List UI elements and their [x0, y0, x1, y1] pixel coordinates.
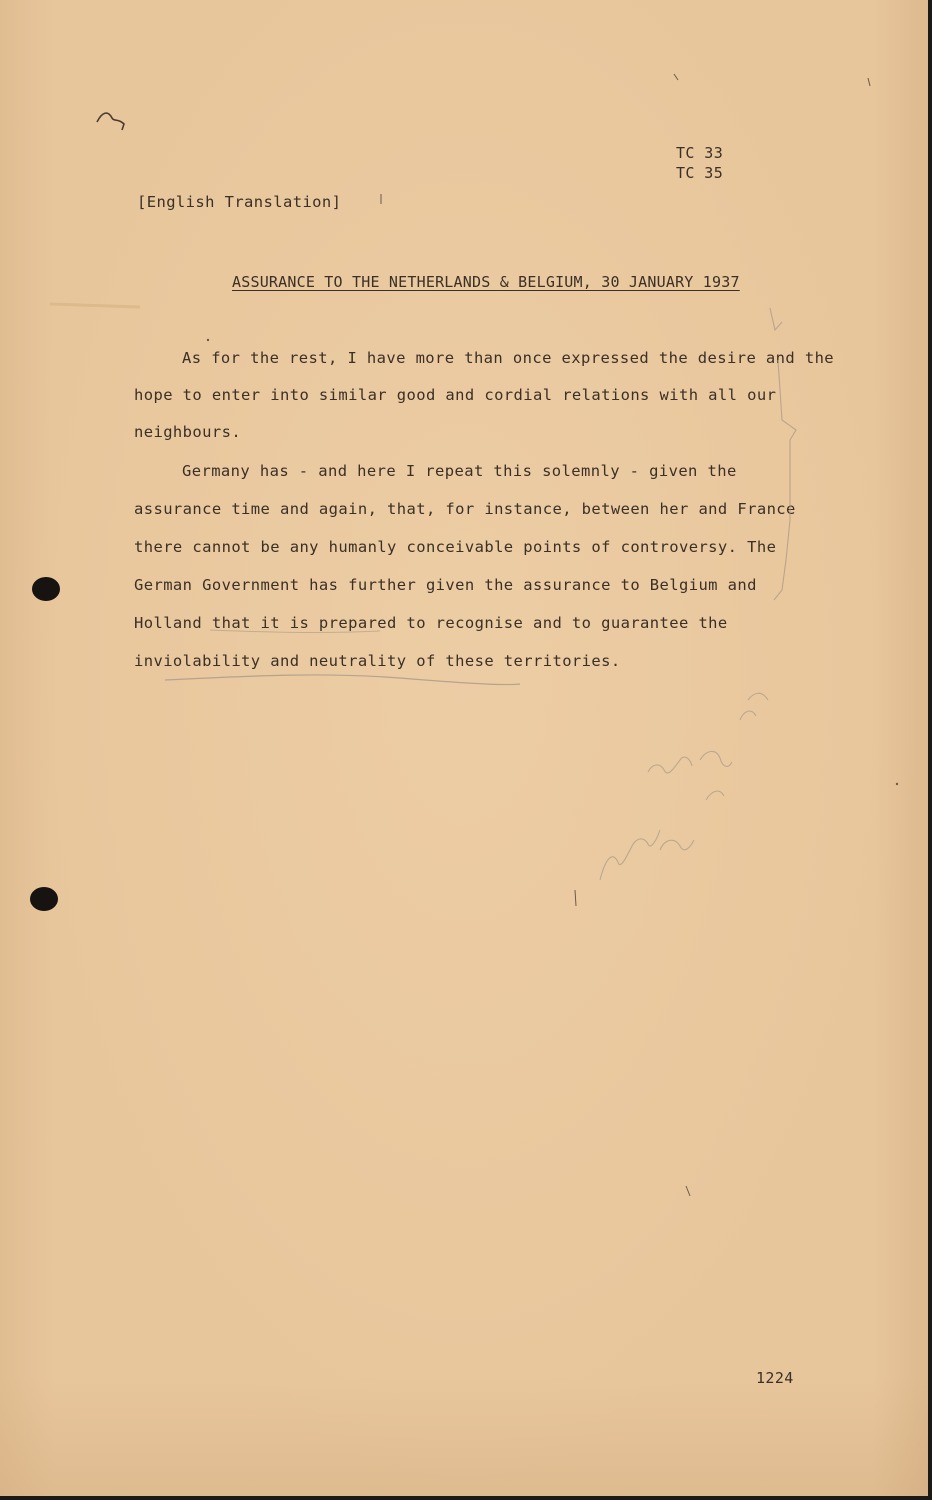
document-heading: ASSURANCE TO THE NETHERLANDS & BELGIUM, 30 JANUARY 1937 — [232, 273, 740, 291]
paragraph-line: hope to enter into similar good and cordial relations with all our — [134, 386, 777, 404]
speck — [575, 890, 576, 906]
punch-hole — [32, 577, 60, 601]
pencil-underline — [165, 675, 520, 685]
paragraph-line: As for the rest, I have more than once expressed the desire and the — [182, 349, 835, 367]
speck — [674, 74, 678, 80]
speck — [896, 783, 898, 785]
paragraph-line: Holland that it is prepared to recognise and to guarantee the — [134, 614, 728, 632]
speck — [207, 339, 209, 341]
page-number: 1224 — [756, 1369, 794, 1387]
pencil-scribble — [600, 693, 768, 880]
translation-label — [137, 193, 341, 211]
document-code: TC 33 — [676, 144, 724, 162]
speck — [686, 1186, 690, 1196]
speck — [868, 78, 870, 86]
paragraph-line: inviolability and neutrality of these territories. — [134, 652, 621, 670]
punch-hole — [30, 887, 58, 911]
paragraph-line: neighbours. — [134, 423, 242, 441]
paragraph-line: German Government has further given the assurance to Belgium and — [134, 576, 757, 594]
document-codes — [676, 143, 723, 183]
tick-mark-icon — [97, 113, 124, 130]
bracket-close: ] — [331, 193, 342, 211]
paragraph-line: there cannot be any humanly conceivable points of controversy. The — [134, 538, 777, 556]
translation-label-text: English Translation — [146, 193, 332, 211]
smudge-line — [50, 304, 140, 307]
paragraph-line: Germany has - and here I repeat this solemnly - given the — [182, 462, 737, 480]
document-code: TC 35 — [676, 164, 724, 182]
paragraph-line: assurance time and again, that, for instance, between her and France — [134, 500, 796, 518]
bracket-open: [ — [137, 193, 147, 211]
